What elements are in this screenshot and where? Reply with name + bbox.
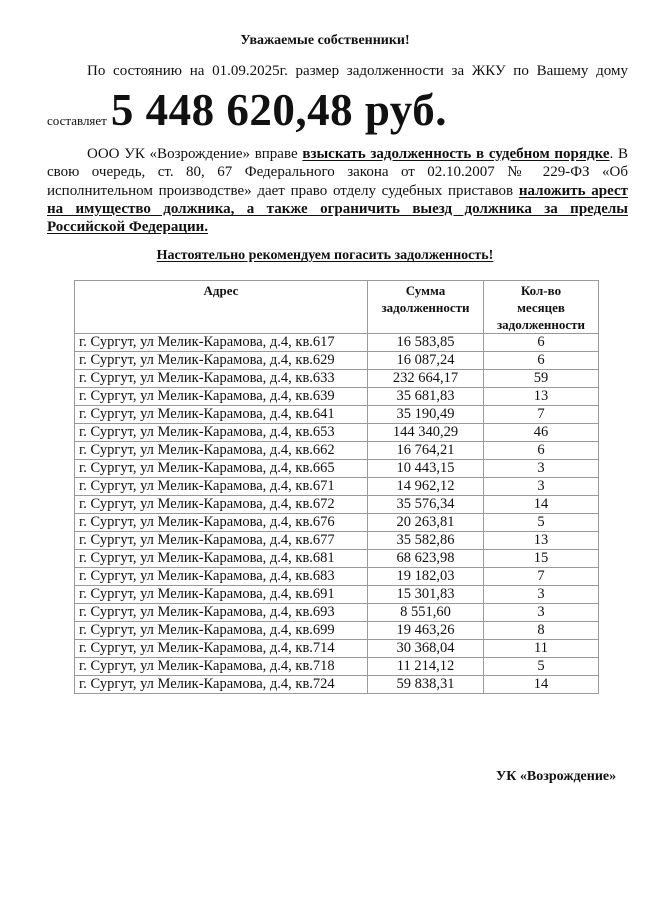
table-row — [75, 532, 599, 550]
cell-amount: 30 368,04 — [368, 640, 484, 658]
debtors-table — [74, 280, 599, 694]
column-header-months — [484, 281, 599, 334]
cell-address: г. Сургут, ул Мелик-Карамова, д.4, кв.693 — [75, 604, 368, 622]
cell-address: г. Сургут, ул Мелик-Карамова, д.4, кв.671 — [75, 478, 368, 496]
table-row — [75, 334, 599, 352]
cell-address: г. Сургут, ул Мелик-Карамова, д.4, кв.662 — [75, 442, 368, 460]
cell-address: г. Сургут, ул Мелик-Карамова, д.4, кв.641 — [75, 406, 368, 424]
cell-amount: 19 182,03 — [368, 568, 484, 586]
cell-months: 13 — [484, 388, 599, 406]
table-row — [75, 478, 599, 496]
cell-amount: 19 463,26 — [368, 622, 484, 640]
cell-address: г. Сургут, ул Мелик-Карамова, д.4, кв.672 — [75, 496, 368, 514]
cell-amount: 16 583,85 — [368, 334, 484, 352]
table-row — [75, 370, 599, 388]
cell-months: 5 — [484, 658, 599, 676]
greeting-heading: Уважаемые собственники! — [240, 33, 410, 48]
cell-amount: 68 623,98 — [368, 550, 484, 568]
cell-months: 15 — [484, 550, 599, 568]
warning-emphasis-arrest: наложить арест на имущество должника, а также ограничить выезд должника за пределы Российской Федерации. — [47, 182, 628, 236]
table-row — [75, 658, 599, 676]
cell-address: г. Сургут, ул Мелик-Карамова, д.4, кв.681 — [75, 550, 368, 568]
cell-amount: 8 551,60 — [368, 604, 484, 622]
column-header-months-line2: месяцев — [517, 300, 565, 315]
cell-amount: 16 087,24 — [368, 352, 484, 370]
cell-months: 14 — [484, 676, 599, 694]
cell-months: 11 — [484, 640, 599, 658]
table-row — [75, 514, 599, 532]
cell-amount: 10 443,15 — [368, 460, 484, 478]
cell-address: г. Сургут, ул Мелик-Карамова, д.4, кв.724 — [75, 676, 368, 694]
column-header-address: Адрес — [75, 281, 368, 334]
cell-months: 7 — [484, 568, 599, 586]
cell-amount: 144 340,29 — [368, 424, 484, 442]
table-row — [75, 406, 599, 424]
cell-months: 3 — [484, 586, 599, 604]
column-header-amount — [368, 281, 484, 334]
cell-address: г. Сургут, ул Мелик-Карамова, д.4, кв.629 — [75, 352, 368, 370]
cell-address: г. Сургут, ул Мелик-Карамова, д.4, кв.691 — [75, 586, 368, 604]
table-row — [75, 586, 599, 604]
cell-months: 46 — [484, 424, 599, 442]
cell-amount: 20 263,81 — [368, 514, 484, 532]
cell-amount: 15 301,83 — [368, 586, 484, 604]
cell-months: 8 — [484, 622, 599, 640]
cell-address: г. Сургут, ул Мелик-Карамова, д.4, кв.677 — [75, 532, 368, 550]
table-row — [75, 388, 599, 406]
intro-paragraph: По состоянию на 01.09.2025г. размер задолженности за ЖКУ по Вашему дому — [87, 63, 628, 79]
table-row — [75, 424, 599, 442]
total-debt-amount: 5 448 620,48 руб. — [110, 85, 447, 135]
warning-text-2: . В свою очередь, ст. 80, 67 Федерального закона от 02.10.2007 № 229-ФЗ «Об исполнительном производстве» дает право отделу судебных приставов — [47, 146, 628, 199]
cell-months: 6 — [484, 352, 599, 370]
table-header-row — [75, 281, 599, 334]
table-row — [75, 550, 599, 568]
cell-amount: 14 962,12 — [368, 478, 484, 496]
cell-amount: 11 214,12 — [368, 658, 484, 676]
column-header-months-line1: Кол-во — [520, 283, 562, 298]
total-debt-line — [47, 84, 447, 136]
table-row — [75, 460, 599, 478]
table-row — [75, 496, 599, 514]
cell-months: 59 — [484, 370, 599, 388]
cell-months: 3 — [484, 460, 599, 478]
table-row — [75, 442, 599, 460]
cell-amount: 16 764,21 — [368, 442, 484, 460]
table-row — [75, 676, 599, 694]
cell-address: г. Сургут, ул Мелик-Карамова, д.4, кв.617 — [75, 334, 368, 352]
total-debt-lead: составляет — [47, 113, 107, 128]
column-header-amount-line1: Сумма — [405, 283, 446, 298]
cell-address: г. Сургут, ул Мелик-Карамова, д.4, кв.683 — [75, 568, 368, 586]
table-row — [75, 640, 599, 658]
warning-emphasis-court: взыскать задолженность в судебном порядке — [302, 146, 610, 162]
table-row — [75, 622, 599, 640]
cell-months: 14 — [484, 496, 599, 514]
warning-paragraph — [47, 145, 628, 236]
column-header-months-line3: задолженности — [496, 317, 586, 332]
cell-amount: 35 582,86 — [368, 532, 484, 550]
cell-months: 3 — [484, 478, 599, 496]
cell-address: г. Сургут, ул Мелик-Карамова, д.4, кв.699 — [75, 622, 368, 640]
cell-months: 3 — [484, 604, 599, 622]
table-row — [75, 568, 599, 586]
cell-amount: 35 576,34 — [368, 496, 484, 514]
cell-months: 5 — [484, 514, 599, 532]
cell-amount: 35 681,83 — [368, 388, 484, 406]
cell-address: г. Сургут, ул Мелик-Карамова, д.4, кв.676 — [75, 514, 368, 532]
cell-amount: 232 664,17 — [368, 370, 484, 388]
signature: УК «Возрождение» — [496, 769, 617, 784]
cell-address: г. Сургут, ул Мелик-Карамова, д.4, кв.665 — [75, 460, 368, 478]
table-row — [75, 352, 599, 370]
cell-amount: 59 838,31 — [368, 676, 484, 694]
cell-address: г. Сургут, ул Мелик-Карамова, д.4, кв.718 — [75, 658, 368, 676]
table-row — [75, 604, 599, 622]
cell-address: г. Сургут, ул Мелик-Карамова, д.4, кв.633 — [75, 370, 368, 388]
cell-months: 6 — [484, 334, 599, 352]
column-header-amount-line2: задолженности — [381, 300, 470, 315]
recommendation-heading: Настоятельно рекомендуем погасить задолженность! — [156, 248, 494, 263]
cell-address: г. Сургут, ул Мелик-Карамова, д.4, кв.639 — [75, 388, 368, 406]
cell-address: г. Сургут, ул Мелик-Карамова, д.4, кв.653 — [75, 424, 368, 442]
cell-months: 6 — [484, 442, 599, 460]
cell-address: г. Сургут, ул Мелик-Карамова, д.4, кв.714 — [75, 640, 368, 658]
warning-text-1: ООО УК «Возрождение» вправе — [87, 146, 303, 162]
cell-months: 7 — [484, 406, 599, 424]
cell-amount: 35 190,49 — [368, 406, 484, 424]
cell-months: 13 — [484, 532, 599, 550]
